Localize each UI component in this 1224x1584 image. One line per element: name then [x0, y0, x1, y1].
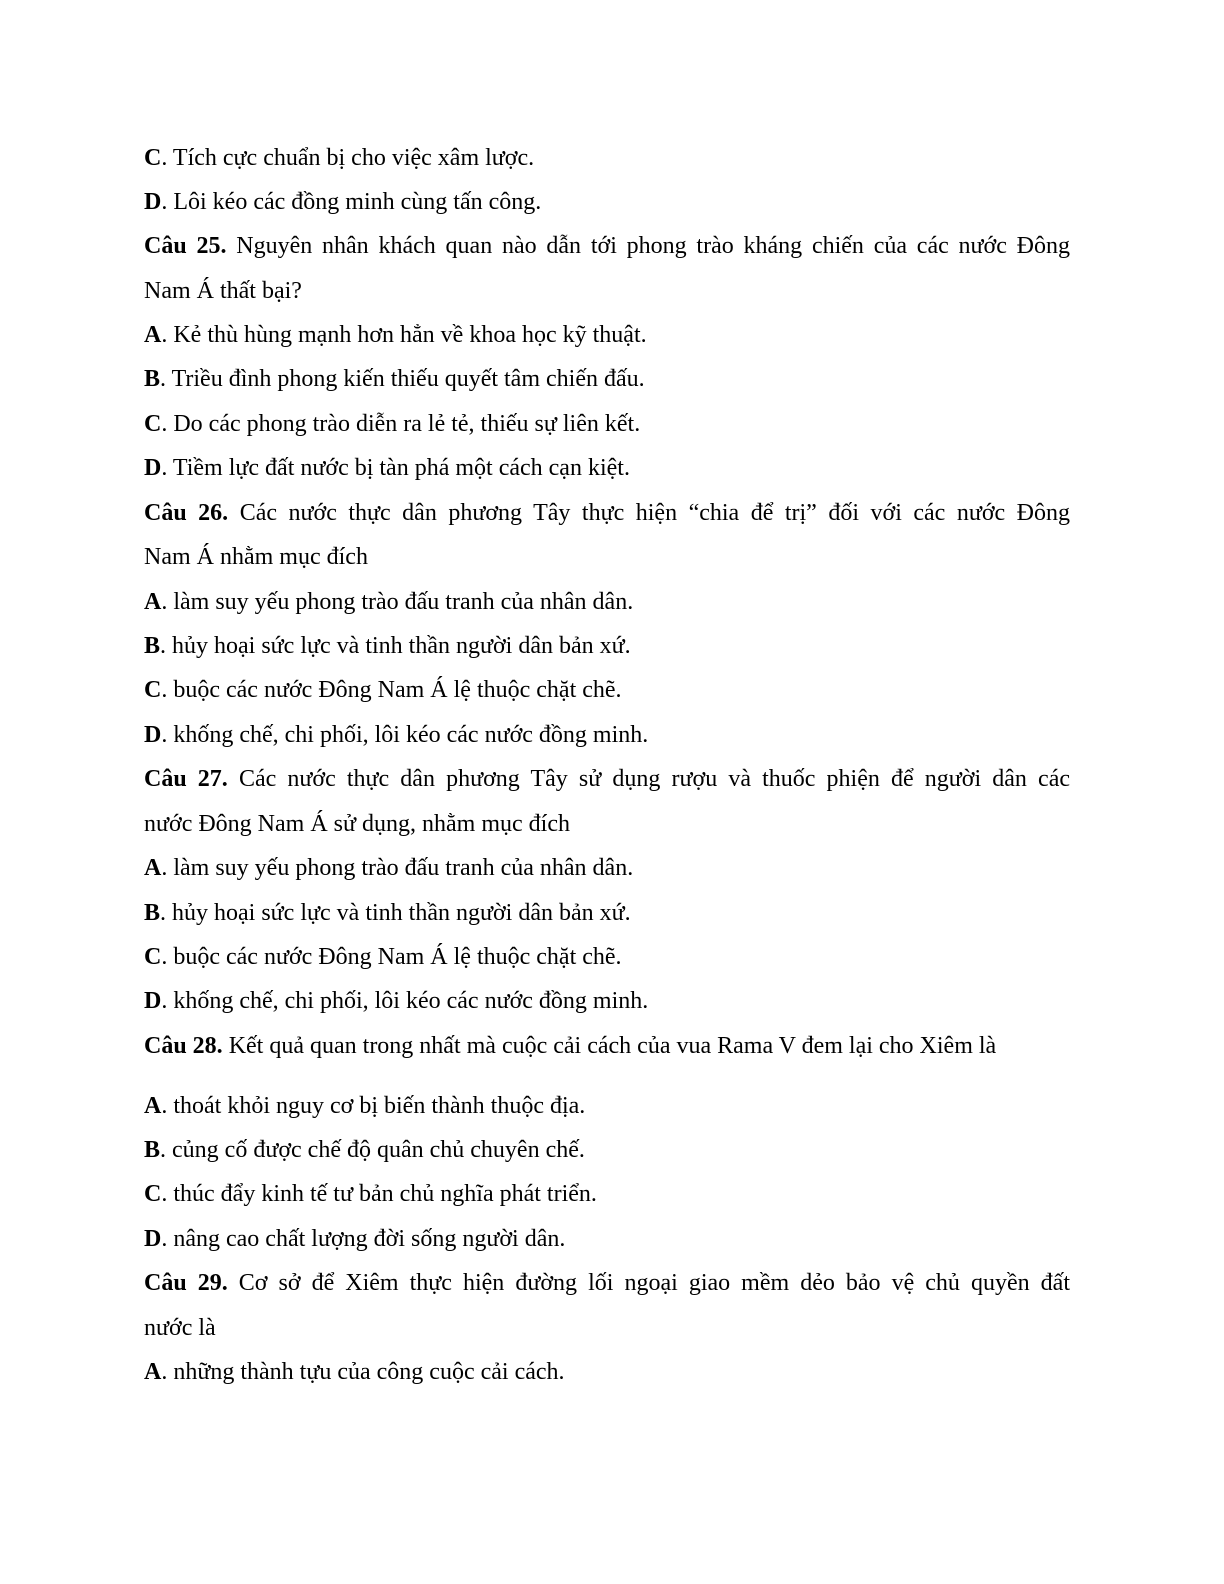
- question-stem-continuation: nước là: [144, 1315, 216, 1341]
- option-key: B: [144, 1137, 161, 1163]
- option-key: C: [144, 1181, 162, 1207]
- question-stem-continuation: Nam Á nhằm mục đích: [144, 544, 368, 570]
- option-text: . thúc đẩy kinh tế tư bản chủ nghĩa phát triển.: [161, 1181, 597, 1207]
- option-key: A: [144, 855, 162, 881]
- option-line: [144, 1135, 585, 1165]
- option-key: B: [144, 633, 161, 659]
- option-line: [144, 409, 640, 439]
- option-key: C: [144, 411, 162, 437]
- option-key: D: [144, 988, 162, 1014]
- option-line: [144, 320, 647, 350]
- option-text: . hủy hoại sức lực và tinh thần người dân bản xứ.: [160, 900, 631, 926]
- option-key: A: [144, 1359, 162, 1385]
- option-text: . Lôi kéo các đồng minh cùng tấn công.: [161, 189, 542, 215]
- option-line: [144, 675, 622, 705]
- option-line: [144, 1091, 585, 1121]
- question-stem: [144, 1268, 1070, 1298]
- question-stem: [144, 764, 1070, 794]
- option-line: [144, 1357, 565, 1387]
- question-stem-continuation: Nam Á thất bại?: [144, 278, 302, 304]
- option-text: . Tiềm lực đất nước bị tàn phá một cách cạn kiệt.: [161, 455, 630, 481]
- question-stem-text: Nguyên nhân khách quan nào dẫn tới phong trào kháng chiến của các nước Đông: [226, 233, 1070, 259]
- option-key: A: [144, 1093, 162, 1119]
- option-key: B: [144, 366, 161, 392]
- option-line: [144, 942, 622, 972]
- option-line: [144, 853, 633, 883]
- option-text: . khống chế, chi phối, lôi kéo các nước đồng minh.: [161, 988, 649, 1014]
- option-text: . Do các phong trào diễn ra lẻ tẻ, thiếu sự liên kết.: [161, 411, 641, 437]
- option-text: . nâng cao chất lượng đời sống người dân.: [161, 1226, 566, 1252]
- question-stem-text: Các nước thực dân phương Tây sử dụng rượu và thuốc phiện để người dân các: [227, 766, 1070, 792]
- question-label: Câu 29.: [144, 1270, 228, 1296]
- question-stem: [144, 231, 1070, 261]
- question-stem: [144, 498, 1070, 528]
- option-line: [144, 1179, 597, 1209]
- option-line: [144, 453, 630, 483]
- option-key: D: [144, 1226, 162, 1252]
- option-text: . khống chế, chi phối, lôi kéo các nước đồng minh.: [161, 722, 649, 748]
- option-text: . củng cố được chế độ quân chủ chuyên chế.: [160, 1137, 585, 1163]
- option-key: C: [144, 944, 162, 970]
- question-stem-text: Các nước thực dân phương Tây thực hiện “chia để trị” đối với các nước Đông: [228, 500, 1070, 526]
- option-key: D: [144, 722, 162, 748]
- option-key: C: [144, 145, 162, 171]
- option-line: [144, 587, 633, 617]
- option-text: . làm suy yếu phong trào đấu tranh của nhân dân.: [161, 589, 634, 615]
- question-stem: [144, 1031, 996, 1061]
- question-label: Câu 27.: [144, 766, 228, 792]
- option-text: . Kẻ thù hùng mạnh hơn hẳn về khoa học kỹ thuật.: [161, 322, 647, 348]
- option-key: D: [144, 189, 162, 215]
- option-text: . Tích cực chuẩn bị cho việc xâm lược.: [161, 145, 535, 171]
- option-text: . thoát khỏi nguy cơ bị biến thành thuộc địa.: [161, 1093, 586, 1119]
- question-label: Câu 28.: [144, 1033, 223, 1059]
- question-label: Câu 25.: [144, 233, 227, 259]
- option-key: C: [144, 677, 162, 703]
- option-key: A: [144, 322, 162, 348]
- option-key: D: [144, 455, 162, 481]
- option-text: . hủy hoại sức lực và tinh thần người dân bản xứ.: [160, 633, 631, 659]
- option-key: A: [144, 589, 162, 615]
- option-line: [144, 143, 534, 173]
- option-line: [144, 187, 541, 217]
- option-text: . buộc các nước Đông Nam Á lệ thuộc chặt chẽ.: [161, 677, 622, 703]
- option-text: . Triều đình phong kiến thiếu quyết tâm chiến đấu.: [160, 366, 645, 392]
- question-stem-text: Kết quả quan trong nhất mà cuộc cải cách của vua Rama V đem lại cho Xiêm là: [222, 1033, 997, 1059]
- question-stem-continuation: nước Đông Nam Á sử dụng, nhằm mục đích: [144, 811, 570, 837]
- option-line: [144, 364, 645, 394]
- question-stem-text: Cơ sở để Xiêm thực hiện đường lối ngoại giao mềm dẻo bảo vệ chủ quyền đất: [227, 1270, 1070, 1296]
- option-key: B: [144, 900, 161, 926]
- option-line: [144, 631, 631, 661]
- option-line: [144, 986, 648, 1016]
- option-text: . những thành tựu của công cuộc cải cách.: [161, 1359, 565, 1385]
- option-line: [144, 720, 648, 750]
- question-label: Câu 26.: [144, 500, 229, 526]
- option-line: [144, 898, 631, 928]
- option-text: . buộc các nước Đông Nam Á lệ thuộc chặt chẽ.: [161, 944, 622, 970]
- option-text: . làm suy yếu phong trào đấu tranh của nhân dân.: [161, 855, 634, 881]
- option-line: [144, 1224, 565, 1254]
